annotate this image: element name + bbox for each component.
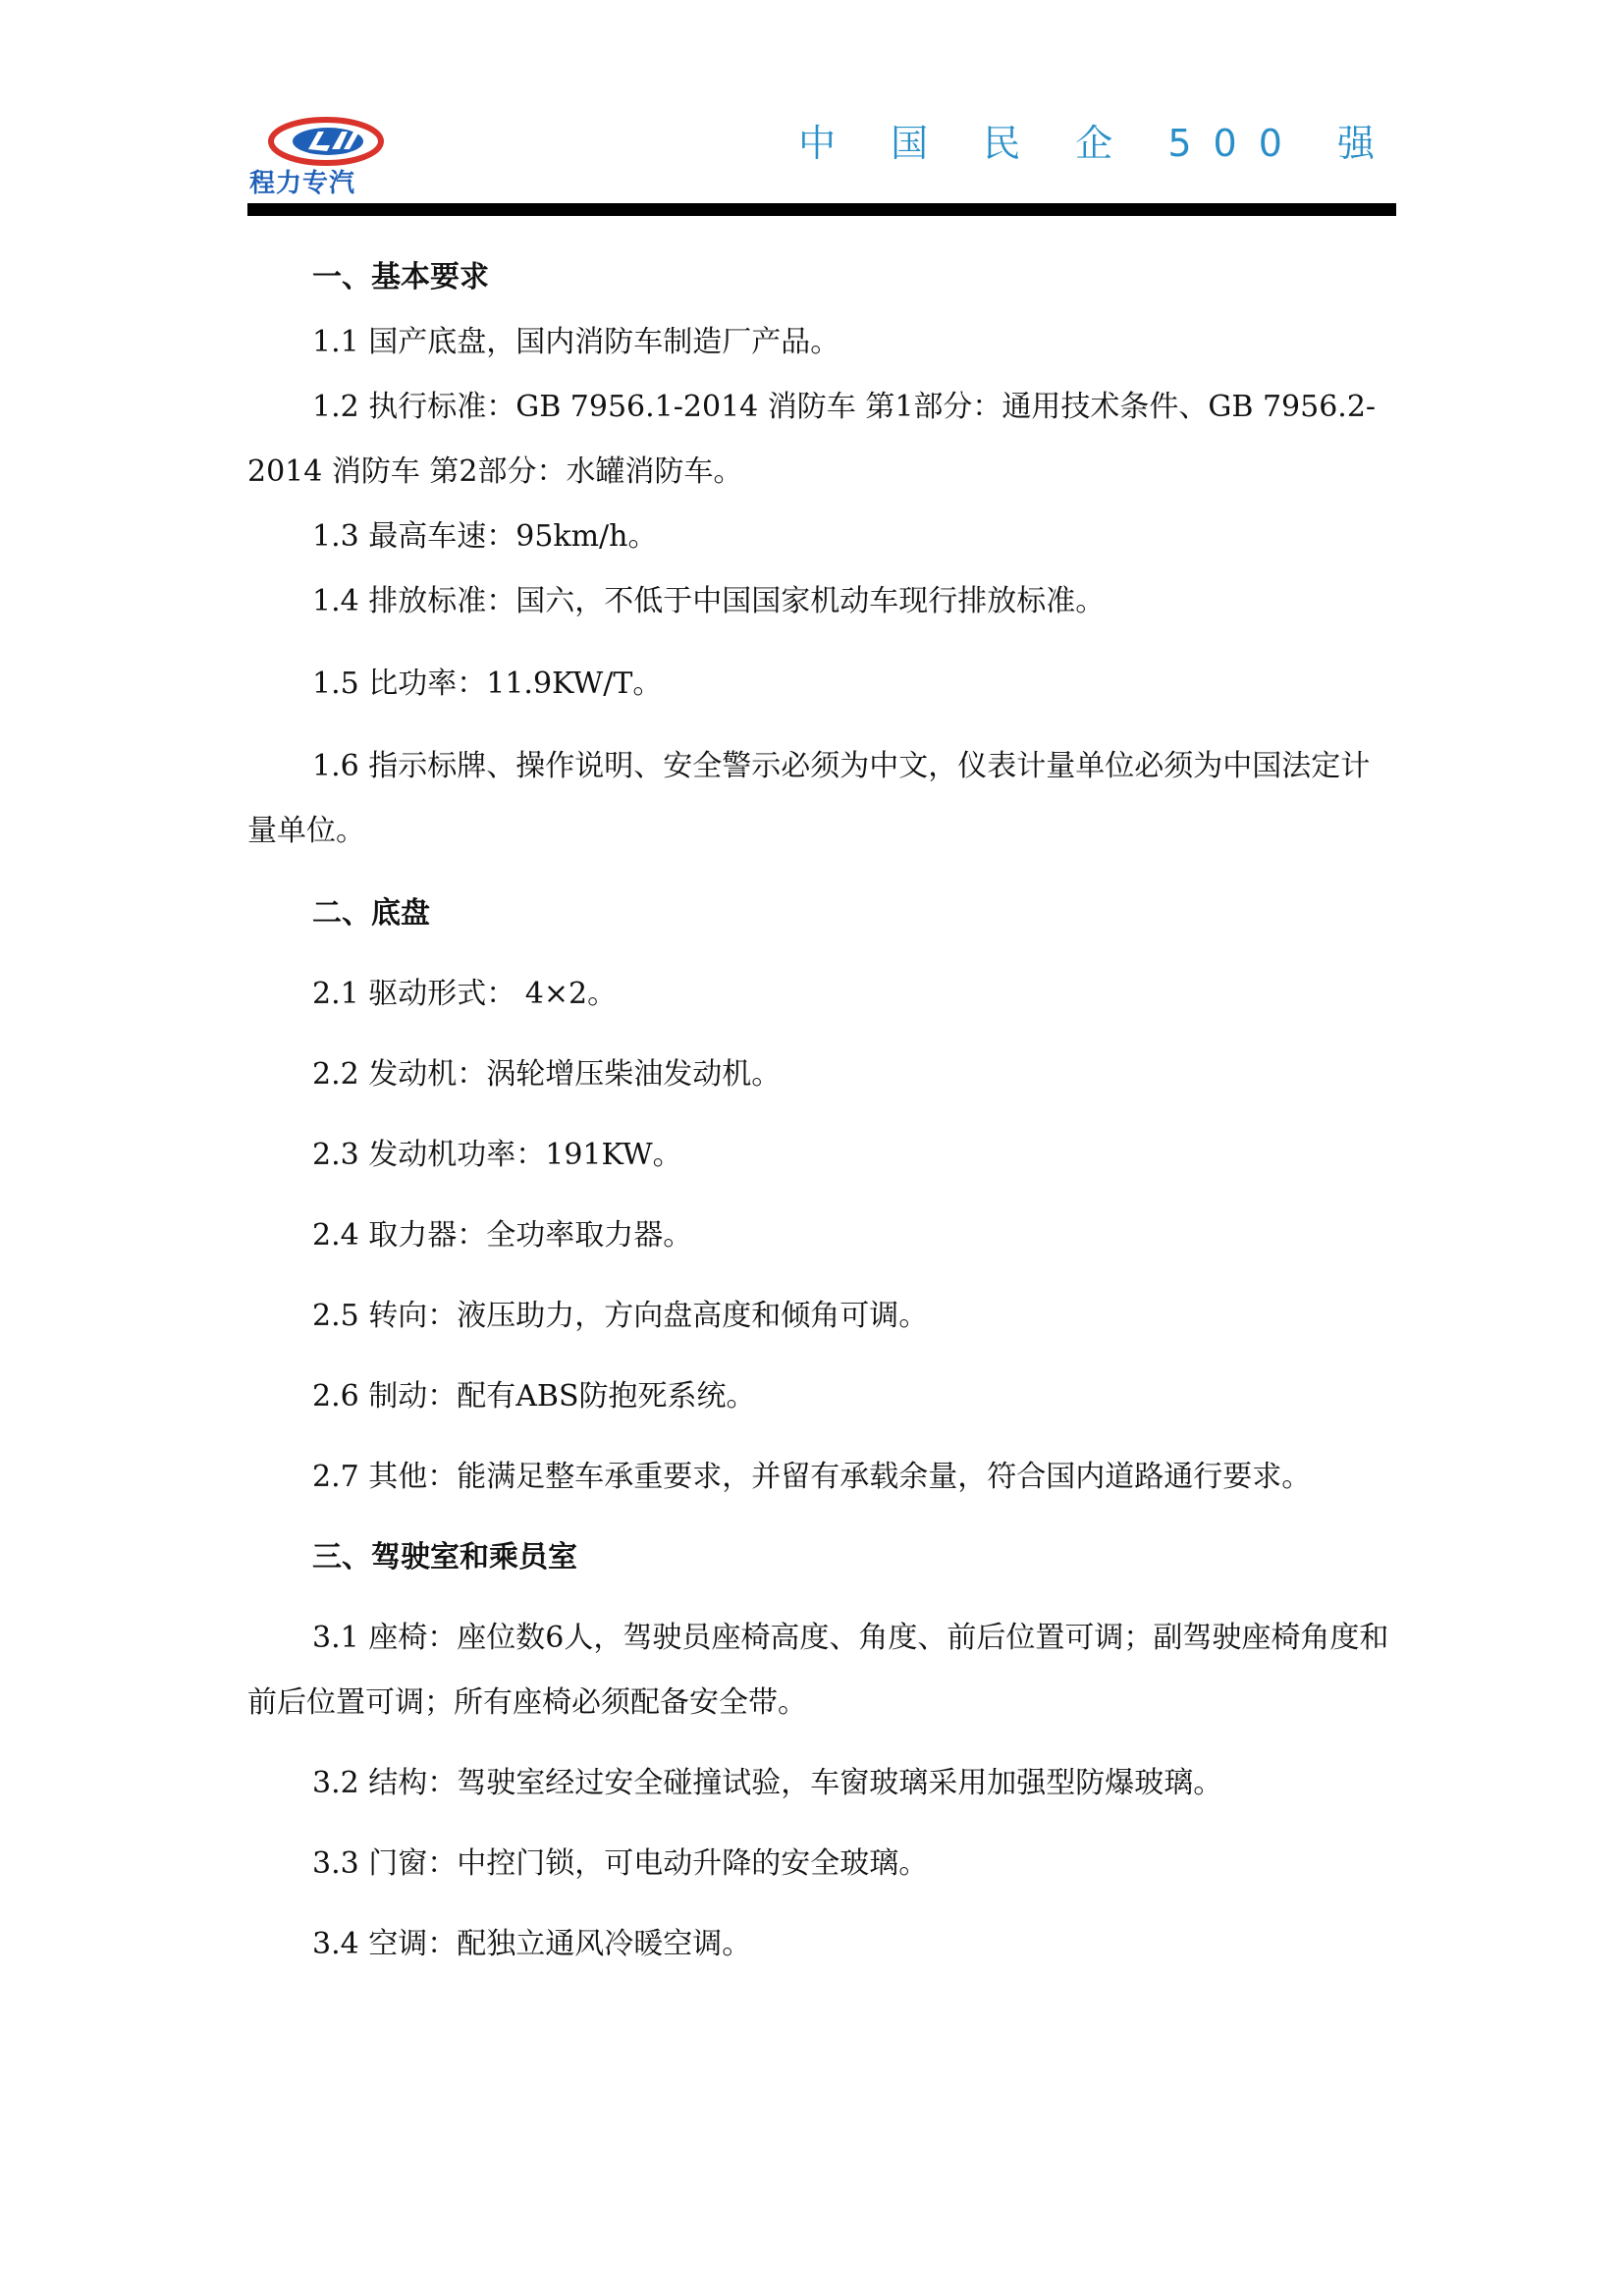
document-body <box>247 245 1396 1977</box>
list-item: 3.3 门窗：中控门锁，可电动升降的安全玻璃。 <box>312 1846 929 1881</box>
page-header <box>0 0 1624 226</box>
list-item: 2.6 制动：配有ABS防抱死系统。 <box>312 1379 756 1414</box>
list-item: 2.2 发动机：涡轮增压柴油发动机。 <box>312 1057 782 1092</box>
list-item: 2.3 发动机功率：191KW。 <box>312 1138 682 1172</box>
list-item: 2.5 转向：液压助力，方向盘高度和倾角可调。 <box>312 1299 929 1333</box>
logo-text: 程力专汽 <box>249 169 356 198</box>
header-slogan: 中 国 民 企 500 强 <box>798 122 1396 165</box>
list-item: 2.7 其他：能满足整车承重要求，并留有承载余量，符合国内道路通行要求。 <box>312 1460 1312 1494</box>
list-item: 1.6 指示标牌、操作说明、安全警示必须为中文，仪表计量单位必须为中国法定计量单位。 <box>247 749 1371 848</box>
section-heading: 一、基本要求 <box>312 260 489 294</box>
section-heading: 三、驾驶室和乘员室 <box>312 1540 577 1575</box>
list-item: 1.5 比功率：11.9KW/T。 <box>312 667 663 701</box>
list-item: 1.1 国产底盘，国内消防车制造厂产品。 <box>312 325 840 359</box>
list-item: 3.1 座椅：座位数6人，驾驶员座椅高度、角度、前后位置可调；副驾驶座椅角度和前后位置可调；所有座椅必须配备安全带。 <box>247 1621 1389 1720</box>
list-item: 2.4 取力器：全功率取力器。 <box>312 1218 693 1253</box>
header-divider <box>247 203 1396 216</box>
list-item: 3.4 空调：配独立通风冷暖空调。 <box>312 1927 752 1961</box>
list-item: 1.4 排放标准：国六，不低于中国国家机动车现行排放标准。 <box>312 584 1106 618</box>
list-item: 1.2 执行标准：GB 7956.1-2014 消防车 第1部分：通用技术条件、GB 7956.2-2014 消防车 第2部分：水罐消防车。 <box>247 390 1377 489</box>
section-heading: 二、底盘 <box>312 896 430 931</box>
list-item: 2.1 驱动形式： 4×2。 <box>312 977 618 1011</box>
list-item: 1.3 最高车速：95km/h。 <box>312 519 658 554</box>
list-item: 3.2 结构：驾驶室经过安全碰撞试验，车窗玻璃采用加强型防爆玻璃。 <box>312 1766 1223 1800</box>
